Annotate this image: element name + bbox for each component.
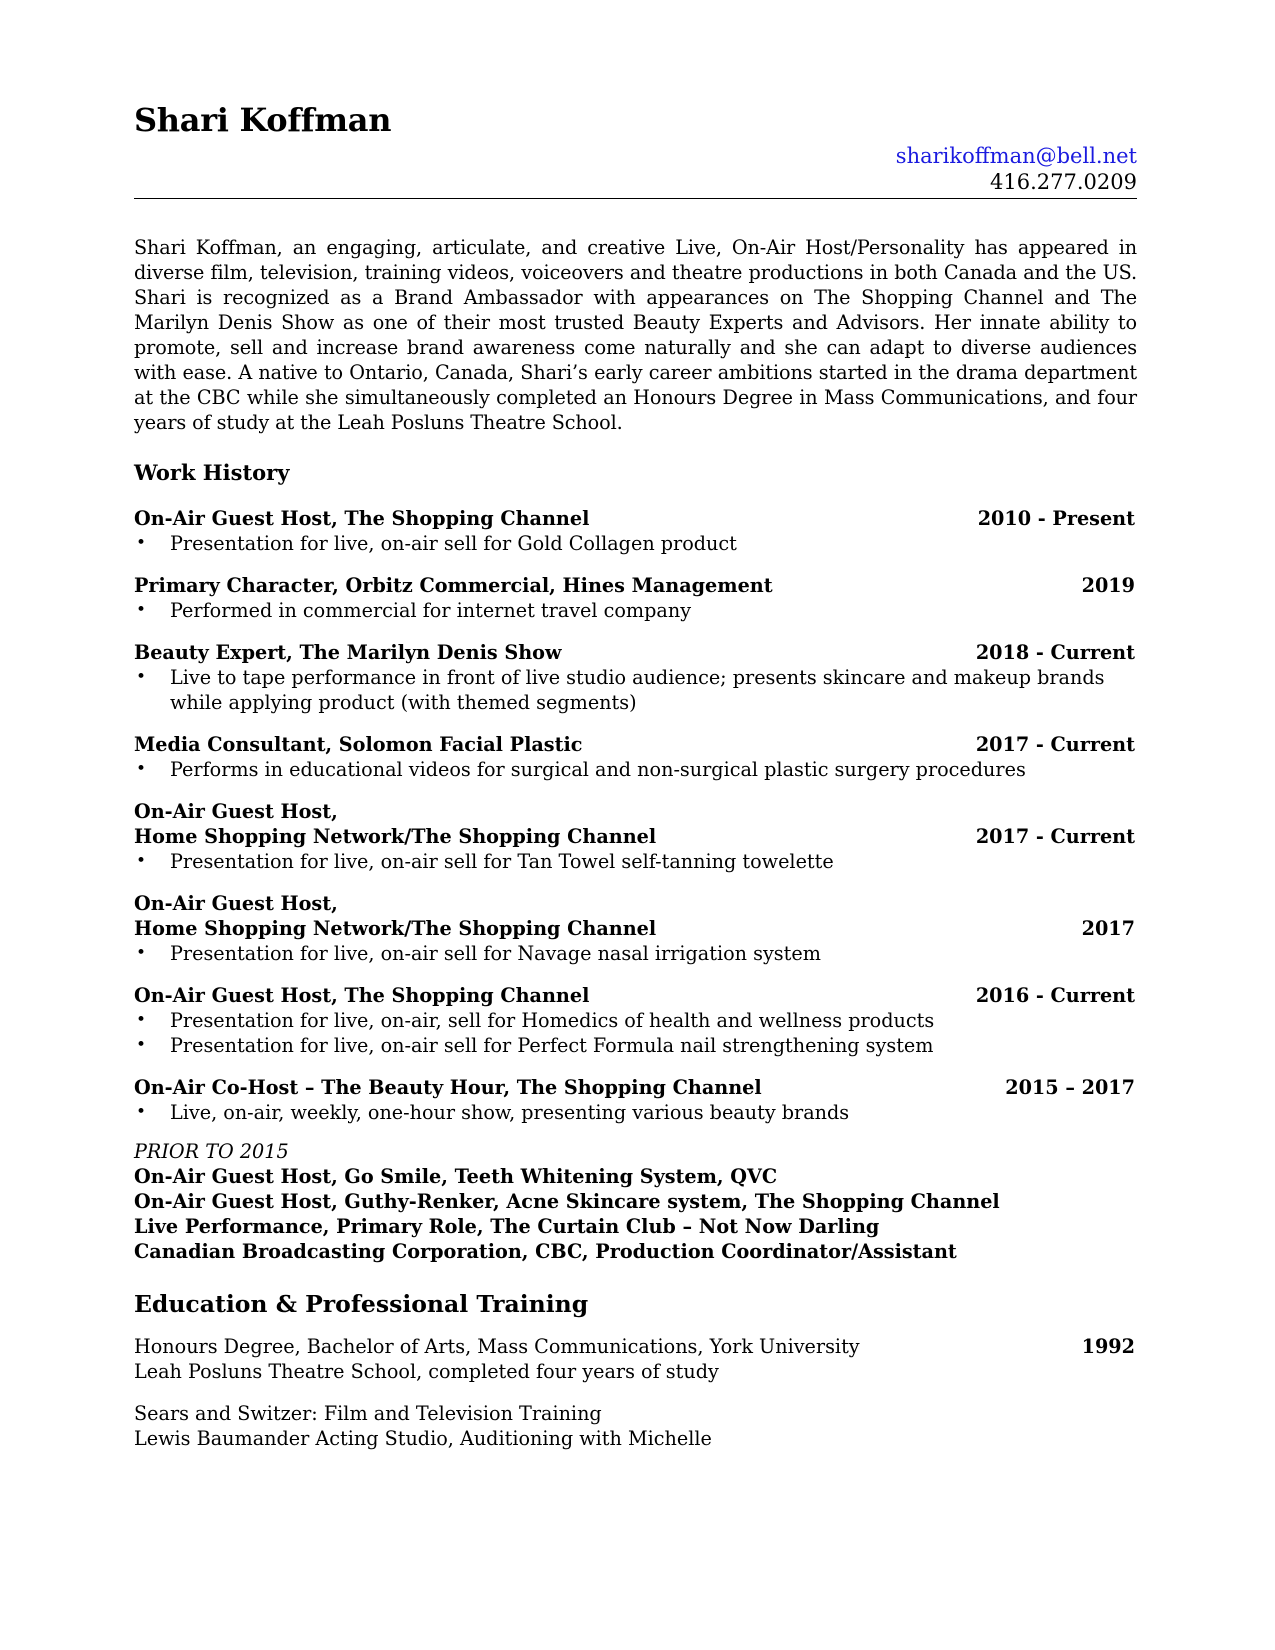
prior-experience [134,1139,1137,1264]
bullet-item [134,941,1137,966]
bullet-item [134,1033,1137,1058]
bullet-text: Performs in educational videos for surgical and non-surgical plastic surgery procedures [170,758,1026,781]
bullet-icon: • [136,1035,147,1055]
education-list [134,1334,1137,1451]
bullet-icon: • [136,759,147,779]
job-dates: 2015 – 2017 [1005,1076,1135,1099]
bullet-text: Presentation for live, on-air sell for Navage nasal irrigation system [170,942,821,965]
job-bullets [134,757,1137,782]
bullet-icon: • [136,533,147,553]
job-dates: 2010 - Present [977,507,1135,530]
bullet-item [134,531,1137,556]
bullet-item [134,1100,1137,1125]
job-entry [134,573,1137,623]
job-bullets [134,941,1137,966]
profile-summary: Shari Koffman, an engaging, articulate, and creative Live, On-Air Host/Personality has appeared in diverse film, television, training videos, voiceovers and theatre productions in both Canada and the US. Shari is recognized as a Brand Ambassador with appearances on The Shopping Channel and The Marilyn Denis Show as one of their most trusted Beauty Experts and Advisors. Her innate ability to promote, sell and increase brand awareness come naturally and she can adapt to diverse audiences with ease. A native to Ontario, Canada, Shari’s early career ambitions started in the drama department at the CBC while she simultaneously completed an Honours Degree in Mass Communications, and four years of study at the Leah Posluns Theatre School. [134,236,1137,434]
job-title-line: On-Air Guest Host, The Shopping Channel [134,984,590,1007]
job-entry [134,891,1137,966]
bullet-item [134,665,1137,715]
job-title-line: Primary Character, Orbitz Commercial, Hines Management [134,574,773,597]
candidate-name: Shari Koffman [134,101,392,139]
job-title [134,891,656,941]
phone-number: 416.277.0209 [990,170,1137,194]
job-bullets [134,1008,1137,1058]
bullet-icon: • [136,667,147,687]
bullet-text: Live to tape performance in front of live studio audience; presents skincare and makeup brands while applying product (with themed segments) [170,666,1105,714]
email-link[interactable]: sharikoffman@bell.net [895,144,1137,168]
prior-label: PRIOR TO 2015 [134,1140,289,1163]
bullet-icon: • [136,600,147,620]
job-title [134,983,589,1008]
bullet-icon: • [136,851,147,871]
job-header [134,983,1137,1008]
prior-item: Live Performance, Primary Role, The Curtain Club – Not Now Darling [134,1215,880,1238]
job-header [134,506,1137,531]
job-title-line: Home Shopping Network/The Shopping Channel [134,825,657,848]
job-title-line: On-Air Guest Host, [134,800,338,823]
job-title [134,732,582,757]
bullet-text: Presentation for live, on-air sell for Gold Collagen product [170,532,737,555]
degree-row [134,1334,1137,1359]
job-bullets [134,598,1137,623]
job-bullets [134,531,1137,556]
job-dates: 2017 - Current [975,733,1135,756]
education-heading: Education & Professional Training [134,1290,589,1318]
job-entry [134,983,1137,1058]
job-title [134,640,561,665]
job-title-line: Home Shopping Network/The Shopping Channel [134,917,657,940]
prior-item: Canadian Broadcasting Corporation, CBC, Production Coordinator/Assistant [134,1240,957,1263]
degree-text: Honours Degree, Bachelor of Arts, Mass Communications, York University [134,1335,860,1358]
theatre-school-text: Leah Posluns Theatre School, completed four years of study [134,1360,719,1383]
job-entry [134,799,1137,874]
bullet-text: Live, on-air, weekly, one-hour show, presenting various beauty brands [170,1101,850,1124]
job-entry [134,1075,1137,1125]
bullet-icon: • [136,943,147,963]
degree-year: 1992 [1081,1335,1135,1358]
job-entry [134,640,1137,715]
job-dates: 2018 - Current [975,641,1135,664]
bullet-text: Presentation for live, on-air sell for Tan Towel self-tanning towelette [170,850,834,873]
training-item: Lewis Baumander Acting Studio, Auditioning with Michelle [134,1427,712,1450]
job-title-line: Media Consultant, Solomon Facial Plastic [134,733,583,756]
header-divider [134,198,1137,199]
job-title-line: On-Air Guest Host, [134,892,338,915]
job-entry [134,732,1137,782]
bullet-item [134,598,1137,623]
bullet-text: Presentation for live, on-air sell for Perfect Formula nail strengthening system [170,1034,934,1057]
job-title-line: On-Air Co-Host – The Beauty Hour, The Shopping Channel [134,1076,762,1099]
bullet-text: Performed in commercial for internet travel company [170,599,692,622]
job-header [134,799,1137,849]
job-bullets [134,1100,1137,1125]
job-bullets [134,849,1137,874]
resume-page [134,100,1137,1451]
job-title-line: On-Air Guest Host, The Shopping Channel [134,507,590,530]
job-title [134,573,773,598]
work-history-heading: Work History [134,460,290,485]
prior-item: On-Air Guest Host, Guthy-Renker, Acne Skincare system, The Shopping Channel [134,1190,1000,1213]
job-header [134,891,1137,941]
job-header [134,573,1137,598]
job-bullets [134,665,1137,715]
job-entry [134,506,1137,556]
contact-block [134,143,1137,195]
job-header [134,1075,1137,1100]
work-history-list [134,506,1137,1125]
job-header [134,732,1137,757]
job-title-line: Beauty Expert, The Marilyn Denis Show [134,641,562,664]
prior-item: On-Air Guest Host, Go Smile, Teeth Whitening System, QVC [134,1165,778,1188]
job-dates: 2016 - Current [975,984,1135,1007]
bullet-item [134,1008,1137,1033]
training-item: Sears and Switzer: Film and Television Training [134,1402,602,1425]
bullet-icon: • [136,1010,147,1030]
bullet-item [134,849,1137,874]
job-dates: 2017 - Current [975,825,1135,848]
job-title [134,799,656,849]
bullet-item [134,757,1137,782]
bullet-icon: • [136,1102,147,1122]
job-dates: 2017 [1081,917,1135,940]
job-title [134,506,589,531]
bullet-text: Presentation for live, on-air, sell for Homedics of health and wellness products [170,1009,935,1032]
job-title [134,1075,762,1100]
job-header [134,640,1137,665]
job-dates: 2019 [1081,574,1135,597]
